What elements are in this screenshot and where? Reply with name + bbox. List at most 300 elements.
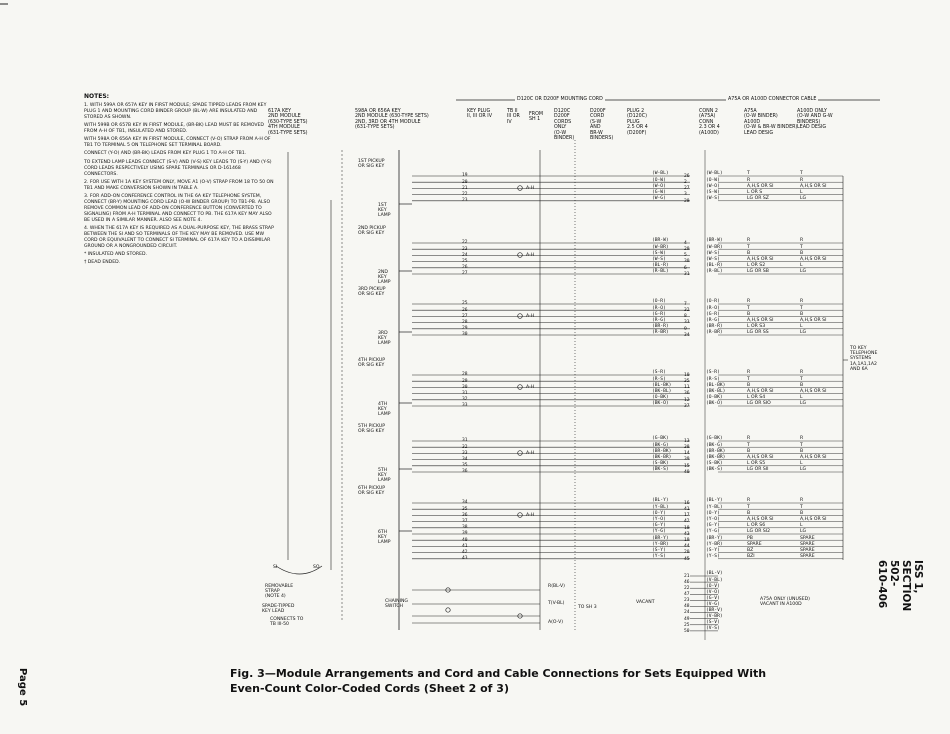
a100d-lead-desig: L (800, 395, 803, 401)
a75a-lead-desig: LG OR SII (747, 467, 769, 473)
plug-pin-number: 41 (684, 507, 690, 512)
key-plug-terminal: 26 (462, 307, 468, 313)
a75a-lead-desig: L OR S2 (747, 263, 766, 269)
key-plug-terminal: 42 (462, 550, 468, 555)
vacant-lead-color: (S-V) (706, 620, 720, 626)
a100d-lead-desig: L (800, 324, 803, 330)
key-plug-terminal: 28 (462, 320, 468, 325)
plug-pin-number: 20 (684, 550, 690, 556)
tb-ah-terminal (518, 186, 523, 191)
chaining-switch-label: CHAINING SWITCH (385, 599, 408, 610)
plug-pin-number: 18 (684, 525, 690, 531)
cord-lead-color: (BR-Y) (652, 535, 669, 541)
cord-lead-color: (BK-BL) (652, 389, 672, 394)
a75a-lead-desig: L OR S3 (747, 324, 766, 330)
key-plug-terminal: 21 (462, 185, 468, 191)
cord-lead-color: (R-BR) (652, 330, 669, 336)
cable-lead-color: (O-R) (706, 299, 720, 305)
a75a-lead-desig: T (747, 376, 750, 382)
plug-pin-number: 37 (684, 403, 690, 409)
a75a-lead-desig: A,H,S OR SI (747, 257, 774, 262)
plug-pin-number: 34 (684, 332, 690, 338)
header-d120c: D120C D200F CORDS ONLY (O-W BINDER) (554, 109, 575, 142)
tb-ah-label: A-H (526, 314, 535, 319)
a75a-lead-desig: R (747, 498, 751, 504)
vacant-pin-number: 49 (684, 616, 690, 622)
cable-lead-color: (Y-BL) (706, 504, 723, 510)
module-lamp-label: 3RD KEY LAMP (378, 331, 391, 347)
cord-lead-color: (Y-BR) (652, 541, 669, 547)
key-plug-terminal: 28 (462, 372, 468, 378)
plug-pin-number: 27 (684, 186, 690, 192)
cable-lead-color: (S-R) (706, 370, 720, 376)
cord-lead-color: (Y-S) (652, 554, 666, 560)
cord-lead-color: (G-Y) (652, 523, 666, 529)
a100d-lead-desig: LG (800, 196, 807, 202)
cable-lead-color: (O-Y) (706, 510, 720, 516)
cable-lead-color: (R-BL) (706, 269, 723, 275)
plug-pin-number: 3 (684, 192, 687, 198)
key-plug-terminal: 34 (462, 457, 468, 462)
plug-pin-number: 14 (684, 451, 690, 457)
plug-pin-number: 13 (684, 438, 690, 444)
cord-lead-color: (O-R) (652, 299, 666, 305)
a75a-lead-desig: BZ (747, 548, 754, 553)
cord-lead-color: (BR-W) (652, 238, 669, 244)
tvbl-label: T(V-BL) (548, 601, 565, 606)
tb-ah-label: A-H (526, 385, 535, 390)
plug-pin-number: 26 (684, 173, 690, 179)
si-terminal-label: SI (273, 565, 278, 570)
a100d-lead-desig: A,H,S OR SI (800, 183, 827, 189)
a100d-lead-desig: LG (800, 269, 807, 275)
cord-lead-color: (G-BK) (652, 436, 669, 442)
plug-pin-number: 44 (684, 544, 690, 550)
a100d-lead-desig: R (800, 498, 804, 504)
page-number: Page 5 (17, 668, 28, 707)
plug-pin-number: 40 (684, 469, 690, 475)
key-plug-terminal: 34 (462, 500, 468, 506)
a100d-lead-desig: B (800, 448, 804, 454)
key-plug-terminal: 43 (462, 556, 468, 562)
module-pickup-label: 6TH PICKUP OR SIG KEY (358, 486, 385, 497)
key-plug-terminal: 36 (462, 469, 468, 475)
a100d-lead-desig: T (800, 504, 803, 510)
a100d-lead-desig: B (800, 382, 804, 388)
vacant-pin-number: 46 (684, 579, 690, 585)
tb-ah-terminal (518, 451, 523, 456)
cord-lead-color: (W-S) (652, 257, 666, 262)
note-item: WITH 598A OR 656A KEY IN FIRST MODULE, CONNECT (V-O) STRAP FROM A-H OF TB1 TO TERMINAL 5 ON TELEPHONE SET TERMINAL BOARD. (84, 137, 271, 149)
a75a-lead-desig: R (747, 436, 751, 442)
cord-lead-color: (BK-G) (652, 442, 669, 448)
cable-lead-color: (W-BL) (706, 171, 723, 177)
cable-lead-color: (BK-S) (706, 467, 723, 473)
a100d-lead-desig: L (800, 461, 803, 467)
module-lamp-label: 5TH KEY LAMP (378, 468, 391, 484)
key-plug-terminal: 22 (462, 192, 468, 197)
vacant-pin-number: 22 (684, 586, 690, 591)
cable-lead-color: (S-W) (706, 190, 720, 195)
cord-lead-color: (R-S) (652, 376, 666, 382)
so-terminal-label: SO (313, 565, 320, 570)
vacant-lead-color: (V-BR) (706, 614, 723, 620)
cord-lead-color: (W-BL) (652, 171, 669, 177)
a100d-lead-desig: LG (800, 529, 807, 535)
a75a-lead-desig: L OR S (747, 190, 763, 195)
a75a-lead-desig: LG OR SIO (747, 401, 771, 407)
a100d-lead-desig: B (800, 250, 804, 256)
cord-lead-color: (W-BR) (652, 244, 669, 250)
key-plug-terminal: 31 (462, 391, 468, 396)
header-617a-key: 617A KEY 2ND MODULE (630-TYPE SETS) 4TH MODULE (631-TYPE SETS) (268, 109, 308, 136)
header-plug2: PLUG 2 (D120C) PLUG 2.5 OR 4 (D200F) (627, 109, 648, 136)
note-item: 4. WHEN THE 617A KEY IS REQUIRED AS A DUAL-PURPOSE KEY, THE BRASS STRAP BETWEEN THE SI AND SO TERMINALS OF THE KEY MAY BE REMOVED. USE MW CORD OR EQUIVALENT TO CONNECT SI TERMINAL OF 617A KEY TO A DISSIMILAR GROUND OR A NONGROUNDED CIRCUIT. (84, 225, 274, 249)
module-lamp-label: 1ST KEY LAMP (378, 203, 391, 219)
module-pickup-label: 2ND PICKUP OR SIG KEY (358, 226, 386, 237)
notes-heading: NOTES: (84, 93, 110, 100)
key-plug-terminal: 33 (462, 403, 468, 409)
vacant-pin-number: 25 (684, 622, 690, 628)
vacant-lead-color: (BL-V) (706, 571, 723, 577)
plug-pin-number: 2 (684, 180, 687, 185)
header-a100d: A100D ONLY (O-W AND G-W BINDERS) LEAD DESIG (797, 109, 833, 131)
a100d-lead-desig: L (800, 263, 803, 269)
plug-pin-number: 42 (684, 519, 690, 525)
a100d-lead-desig: LG (800, 401, 807, 407)
key-plug-terminal: 41 (462, 543, 468, 549)
key-plug-terminal: 29 (462, 378, 468, 384)
plug-pin-number: 31 (684, 271, 690, 277)
a100d-lead-desig: A,H,S OR SI (800, 517, 827, 522)
key-plug-terminal: 23 (462, 198, 468, 204)
cord-lead-color: (W-G) (652, 196, 666, 202)
cable-lead-color: (O-BK) (706, 395, 723, 401)
cable-lead-color: (G-Y) (706, 523, 720, 529)
cord-lead-color: (O-Y) (652, 510, 666, 516)
a100d-lead-desig: SPARE (800, 554, 815, 560)
header-from-sh1: FROM SH 1 (529, 112, 544, 123)
key-plug-terminal: 36 (462, 512, 468, 518)
a75a-lead-desig: T (747, 442, 750, 448)
cable-lead-color: (R-BR) (706, 330, 723, 336)
header-mounting-cord: D120C OR D200F MOUNTING CORD (517, 97, 603, 102)
cable-lead-color: (O-W) (706, 177, 720, 183)
cable-lead-color: (BL-R) (706, 263, 723, 269)
key-plug-terminal: 33 (462, 450, 468, 456)
a75a-lead-desig: T (747, 171, 750, 177)
a100d-lead-desig: B (800, 311, 804, 317)
key-plug-terminal: 22 (462, 240, 468, 246)
key-plug-terminal: 40 (462, 537, 468, 543)
cord-lead-color: (R-BL) (652, 269, 669, 275)
a75a-lead-desig: A,H,S OR SI (747, 183, 774, 189)
key-plug-terminal: 30 (462, 384, 468, 390)
vacant-pin-number: 24 (684, 610, 690, 616)
cord-lead-color: (BL-BK) (652, 382, 672, 388)
a75a-lead-desig: A,H,S OR SI (747, 517, 774, 522)
key-plug-terminal: 30 (462, 332, 468, 338)
header-key-plug: KEY PLUG II, III OR IV (467, 109, 492, 120)
a100d-lead-desig: R (800, 436, 804, 442)
a100d-lead-desig: SPARE (800, 541, 815, 547)
to-key-systems-label: TO KEY TELEPHONE SYSTEMS 1A,1A1,1A2 AND 6A (850, 346, 878, 372)
cord-lead-color: (BR-R) (652, 324, 669, 330)
cord-lead-color: (BK-S) (652, 467, 669, 473)
cable-lead-color: (W-S) (706, 257, 720, 262)
key-plug-terminal: 19 (462, 173, 468, 179)
cable-lead-color: (W-O) (706, 183, 720, 189)
a75a-lead-desig: L OR S6 (747, 523, 766, 529)
cord-lead-color: (BL-R) (652, 263, 669, 269)
cable-lead-color: (G-R) (706, 311, 720, 317)
a75a-lead-desig: T (747, 504, 750, 510)
key-plug-terminal: 20 (462, 179, 468, 185)
plug-pin-number: 43 (684, 531, 690, 537)
cable-lead-color: (W-S) (706, 250, 720, 256)
a75a-lead-desig: B (747, 510, 751, 516)
module-lamp-label: 6TH KEY LAMP (378, 530, 391, 546)
a75a-lead-desig: A,H,S OR SI (747, 455, 774, 460)
a100d-lead-desig: A,H,S OR SI (800, 257, 827, 262)
vacant-label: VACANT (636, 600, 655, 605)
cable-lead-color: (R-S) (706, 376, 720, 382)
a100d-lead-desig: T (800, 171, 803, 177)
a75a-lead-desig: T (747, 244, 750, 250)
vacant-lead-color: (V-S) (706, 626, 720, 632)
cord-lead-color: (Y-BL) (652, 504, 669, 510)
a100d-lead-desig: R (800, 370, 804, 376)
plug-pin-number: 32 (684, 308, 690, 313)
tb-ah-terminal (518, 513, 523, 518)
notes-block (84, 94, 274, 269)
note-item: † DEAD ENDED. (84, 260, 121, 266)
a75a-lead-desig: BZI (747, 554, 755, 560)
plug-pin-number: 9 (684, 326, 687, 332)
a100d-lead-desig: L (800, 190, 803, 195)
removable-strap-label: REMOVABLE STRAP (NOTE 4) (265, 584, 294, 600)
a75a-lead-desig: B (747, 448, 751, 454)
module-lamp-label: 4TH KEY LAMP (378, 402, 391, 418)
header-598a-key: 598A OR 656A KEY 2ND MODULE (630-TYPE SETS) 2ND, 3RD OR 4TH MODULE (631-TYPE SETS) (355, 109, 429, 131)
note-item: CONNECT (Y-O) AND (BR-BK) LEADS FROM KEY PLUG 1 TO A-H OF TB1. (84, 151, 247, 157)
a100d-lead-desig: SPARE (800, 548, 815, 553)
header-d200f: D200F CORD (S-W AND BR-W BINDERS) (590, 109, 614, 142)
plug-pin-number: 5 (684, 253, 687, 259)
tb-ah-terminal (518, 385, 523, 390)
module-pickup-label: 5TH PICKUP OR SIG KEY (358, 424, 385, 435)
section-label: ISS 1, SECTION 502-610-406 (876, 560, 924, 612)
cable-lead-color: (S-BK) (706, 461, 723, 467)
a100d-lead-desig: B (800, 510, 804, 516)
cable-lead-color: (W-BR) (706, 244, 723, 250)
key-plug-terminal: 25 (462, 259, 468, 264)
note-item: 1. WITH 599A OR 657A KEY IN FIRST MODULE; SPADE TIPPED LEADS FROM KEY PLUG 1 AND MOUNTING CORD BINDER GROUP (BL-W) ARE INSULATED AND STORED AS SHOWN. (84, 102, 267, 120)
plug-pin-number: 6 (684, 265, 687, 271)
a100d-lead-desig: L (800, 523, 803, 529)
cable-lead-color: (G-BK) (706, 436, 723, 442)
plug-pin-number: 38 (684, 445, 690, 450)
plug-pin-number: 36 (684, 391, 690, 397)
cable-lead-color: (BL-BK) (706, 382, 726, 388)
cable-lead-color: (Y-BR) (706, 541, 723, 547)
cable-lead-color: (S-Y) (706, 548, 720, 553)
a100d-lead-desig: T (800, 244, 803, 250)
a100d-lead-desig: T (800, 305, 803, 311)
module-lamp-label: 2ND KEY LAMP (378, 270, 391, 286)
header-tb: TB II III OR IV (507, 109, 520, 125)
key-plug-terminal: 27 (462, 271, 468, 277)
tb-ah-label: A-H (526, 253, 535, 258)
cable-lead-color: (Y-G) (706, 529, 720, 535)
cable-lead-color: (BR-Y) (706, 535, 723, 541)
a100d-lead-desig: A,H,S OR SI (800, 389, 827, 394)
plug-pin-number: 7 (684, 301, 687, 307)
a75a-lead-desig: L OR S5 (747, 461, 766, 467)
cable-lead-color: (BK-G) (706, 442, 723, 448)
plug-pin-number: 12 (684, 397, 690, 403)
vacant-lead-color: (BR-V) (706, 608, 723, 613)
cord-lead-color: (R-O) (652, 305, 666, 311)
note-item: TO EXTEND LAMP LEADS CONNECT (S-V) AND (V-S) KEY LEADS TO (S-Y) AND (Y-S) CORD LEADS RESPECTIVELY USING SPARE TERMINALS OR D-161468 CONNECTORS. (84, 159, 272, 177)
a75a-lead-desig: R (747, 177, 751, 183)
a75a-lead-desig: R (747, 370, 751, 376)
key-plug-terminal: 31 (462, 438, 468, 444)
cord-lead-color: (S-Y) (652, 548, 666, 553)
tb-ah-label: A-H (526, 451, 535, 456)
cord-lead-color: (S-BK) (652, 461, 669, 467)
cable-lead-color: (BR-W) (706, 238, 723, 244)
a100d-lead-desig: A,H,S OR SI (800, 318, 827, 323)
module-pickup-label: 1ST PICKUP OR SIG KEY (358, 159, 385, 170)
vacant-pin-number: 48 (684, 604, 690, 610)
cord-lead-color: (O-BK) (652, 395, 669, 401)
header-connector-cable: A75A OR A100D CONNECTOR CABLE (728, 97, 817, 102)
a100d-lead-desig: R (800, 299, 804, 305)
a75a-lead-desig: B (747, 311, 751, 317)
a75a-lead-desig: SPARE (747, 541, 762, 547)
rblv-label: R(BL-V) (548, 584, 565, 589)
cord-lead-color: (S-R) (652, 370, 666, 376)
vacant-pin-number: 23 (684, 598, 690, 604)
a100d-lead-desig: LG (800, 330, 807, 336)
plug-pin-number: 8 (684, 314, 687, 320)
vacant-pin-number: 21 (684, 573, 690, 579)
vacant-lead-color: (O-V) (706, 583, 720, 589)
tb-ah-label: A-H (526, 513, 535, 518)
cord-lead-color: (BK-O) (652, 401, 669, 407)
cord-lead-color: (Y-O) (652, 517, 666, 522)
key-plug-terminal: 25 (462, 301, 468, 307)
to-sh3-label: TO SH 3 (578, 605, 597, 610)
note-item: * INSULATED AND STORED. (84, 251, 147, 257)
figure-caption: Fig. 3—Module Arrangements and Cord and Cable Connections for Sets Equipped With Even-Count Color-Coded Cords (Sheet 2 of 3) (230, 667, 767, 695)
plug-pin-number: 15 (684, 463, 690, 469)
a75a-lead-desig: LG OR SB (747, 269, 769, 275)
a75a-lead-desig: LG OR SZ (747, 196, 769, 202)
vacant-note: A75A ONLY (UNUSED) VACANT IN A100D (760, 597, 810, 608)
cord-lead-color: (W-O) (652, 183, 666, 189)
key-plug-terminal: 26 (462, 265, 468, 271)
tb-ah-terminal (518, 314, 523, 319)
key-plug-terminal: 23 (462, 246, 468, 252)
cord-lead-color: (BL-Y) (652, 498, 669, 504)
header-conn2: CONN 2 (A75A) CONN 2.3 OR 4 (A100D) (699, 109, 720, 136)
vacant-pin-number: 47 (684, 592, 690, 598)
cable-lead-color: (Y-S) (706, 554, 720, 560)
plug-pin-number: 30 (684, 259, 690, 265)
chaining-switch-contact (446, 608, 450, 612)
a100d-lead-desig: R (800, 238, 804, 244)
cable-lead-color: (R-G) (706, 318, 720, 323)
plug-pin-number: 4 (684, 240, 687, 246)
a100d-lead-desig: T (800, 376, 803, 382)
a75a-lead-desig: B (747, 382, 751, 388)
module-pickup-label: 4TH PICKUP OR SIG KEY (358, 358, 385, 369)
cable-lead-color: (W-S) (706, 196, 720, 202)
vacant-pin-number: 50 (684, 628, 690, 634)
vacant-lead-color: (G-V) (706, 595, 720, 601)
key-plug-terminal: 35 (462, 506, 468, 512)
notes-list (84, 103, 274, 266)
plug-pin-number: 16 (684, 500, 690, 506)
tb-ah-label: A-H (526, 186, 535, 191)
connects-to-label: CONNECTS TO TB III-50 (270, 617, 304, 628)
cable-lead-color: (BR-BK) (706, 448, 726, 454)
note-item: WITH 599B OR 657B KEY IN FIRST MODULE, (BR-BK) LEAD MUST BE REMOVED FROM A-H OF TB1, INSULATED AND STORED. (84, 123, 264, 134)
note-item: 2. FOR USE WITH 1A KEY SYSTEM ONLY, MOVE A1 (O-V) STRAP FROM 18 TO 50 ON TB1 AND MAKE CONVERSION SHOWN IN TABLE A. (84, 179, 274, 191)
plug-pin-number: 28 (684, 198, 690, 204)
a100d-lead-desig: R (800, 177, 804, 183)
key-plug-terminal: 32 (462, 397, 468, 403)
key-plug-terminal: 39 (462, 531, 468, 537)
a75a-lead-desig: A,H,S OR SI (747, 389, 774, 394)
a75a-lead-desig: T (747, 305, 750, 311)
plug-pin-number: 33 (684, 320, 690, 326)
a75a-lead-desig: R (747, 299, 751, 305)
key-plug-terminal: 35 (462, 463, 468, 469)
cable-lead-color: (R-O) (706, 305, 720, 311)
a75a-lead-desig: A,H,S OR SI (747, 318, 774, 323)
cord-lead-color: (G-W) (652, 190, 666, 195)
cable-lead-color: (BL-Y) (706, 498, 723, 504)
a75a-lead-desig: R (747, 238, 751, 244)
plug-pin-number: 11 (684, 385, 690, 391)
plug-pin-number: 39 (684, 457, 690, 463)
cord-lead-color: (R-G) (652, 318, 666, 323)
key-plug-terminal: 27 (462, 313, 468, 319)
a75a-lead-desig: L OR S4 (747, 395, 766, 401)
plug-pin-number: 10 (684, 372, 690, 378)
vacant-lead-color: (V-G) (706, 601, 720, 607)
a100d-lead-desig: SPARE (800, 535, 815, 541)
a75a-lead-desig: PB (747, 535, 753, 541)
key-plug-terminal: 24 (462, 252, 468, 258)
cord-lead-color: (O-W) (652, 177, 666, 183)
spade-key-lead-label: SPADE-TIPPED KEY LEAD (262, 604, 295, 615)
cord-lead-color: (G-R) (652, 311, 666, 317)
cable-lead-color: (BK-BL) (706, 389, 726, 394)
tb-ah-terminal (518, 253, 523, 258)
cable-lead-color: (BK-O) (706, 401, 723, 407)
key-plug-terminal: 29 (462, 326, 468, 332)
cable-lead-color: (Y-O) (706, 517, 720, 522)
plug-pin-number: 29 (684, 247, 690, 252)
a75a-lead-desig: B (747, 250, 751, 256)
plug-pin-number: 45 (684, 556, 690, 562)
cable-lead-color: (BR-R) (706, 324, 723, 330)
aov-label: A(O-V) (548, 620, 564, 625)
